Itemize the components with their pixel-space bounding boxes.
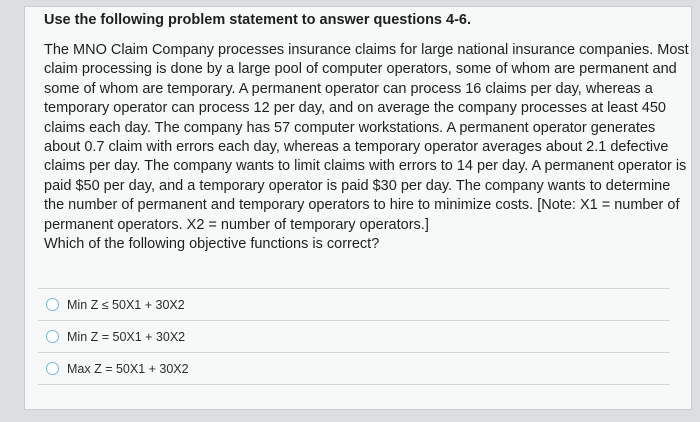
problem-heading: Use the following problem statement to answer questions 4-6. [44,12,472,28]
radio-button[interactable] [46,330,59,343]
statement-line: claims per day. The company wants to limit claims with errors to 14 per day. A permanent operator is [44,158,687,175]
statement-line: some of whom are temporary. A permanent operator can process 16 claims per day, whereas a [44,80,653,97]
statement-line: The MNO Claim Company processes insurance claims for large national insurance companies. Most [44,42,689,58]
question-prompt: Which of the following objective functions is correct? [44,236,380,253]
statement-line: about 0.7 claim with errors each day, whereas a temporary operator averages about 2.1 defective [44,139,669,156]
problem-statement [44,41,689,254]
statement-line: temporary operator can process 12 per day, and on average the company processes at least 450 [44,100,666,117]
statement-line: claim processing is done by a large pool of computer operators, some of whom are permanent and [44,61,677,78]
statement-line: the number of permanent and temporary operators to hire to minimize costs. [Note: X1 = number of [44,197,680,214]
answer-option-label: Min Z ≤ 50X1 + 30X2 [67,297,185,312]
answer-options [38,288,670,385]
radio-button[interactable] [46,298,59,311]
answer-option-label: Max Z = 50X1 + 30X2 [67,361,189,376]
statement-line: permanent operators. X2 = number of temporary operators.] [44,216,429,233]
statement-line: claims each day. The company has 57 computer workstations. A permanent operator generates [44,119,656,136]
answer-option-2[interactable] [38,320,670,352]
answer-option-label: Min Z = 50X1 + 30X2 [67,329,186,344]
answer-option-1[interactable] [38,288,670,320]
radio-button[interactable] [46,362,59,375]
answer-option-3[interactable] [38,352,670,385]
statement-line: paid $50 per day, and a temporary operator is paid $30 per day. The company wants to determine [44,177,671,194]
